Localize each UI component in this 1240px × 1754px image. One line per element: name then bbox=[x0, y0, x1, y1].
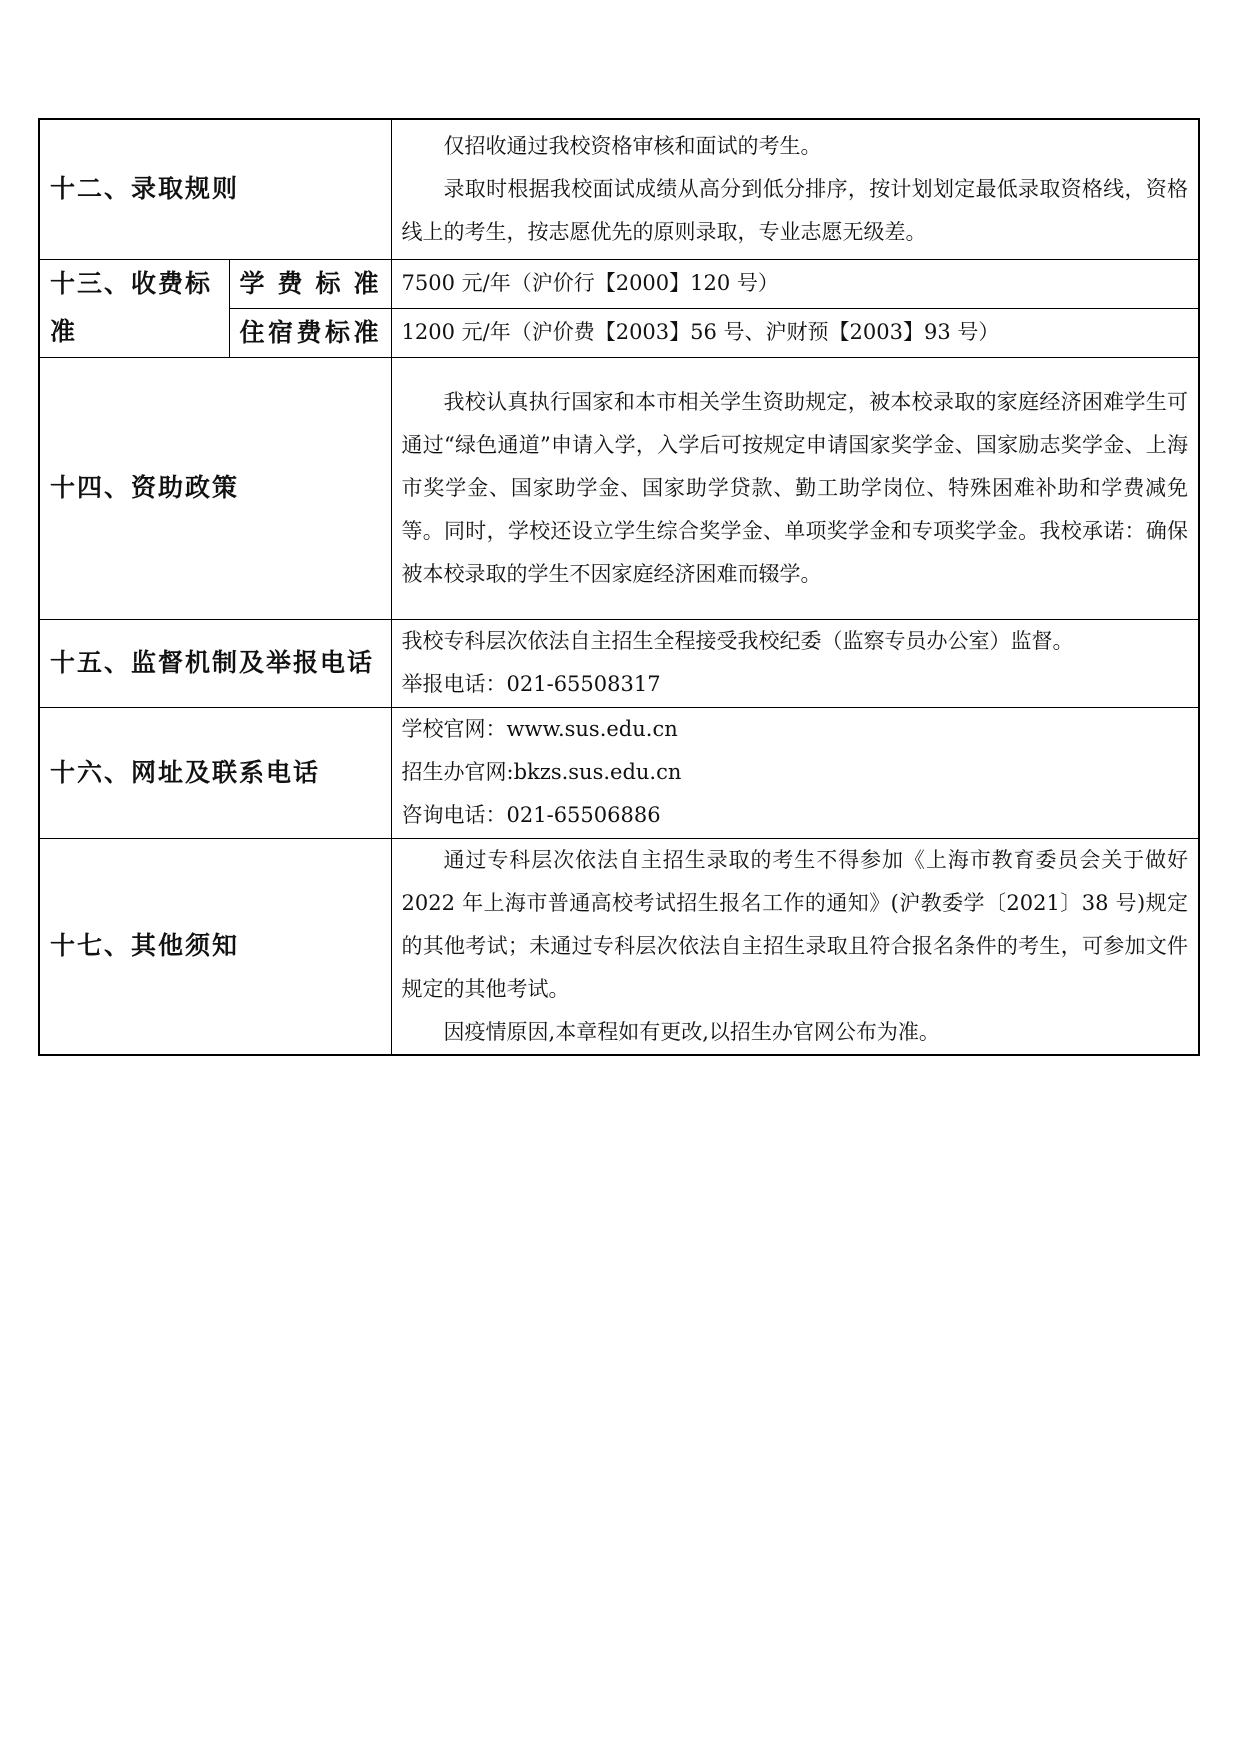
supervision-label: 十五、监督机制及举报电话 bbox=[39, 619, 391, 707]
admissions-charter-table bbox=[38, 118, 1200, 1056]
row-supervision bbox=[39, 619, 1199, 707]
tuition-value: 7500 元/年（沪价行【2000】120 号） bbox=[391, 259, 1199, 308]
report-phone: 举报电话：021-65508317 bbox=[401, 672, 661, 696]
other-notes-paragraph-1: 通过专科层次依法自主招生录取的考生不得参加《上海市教育委员会关于做好 2022 年上海市普通高校考试招生报名工作的通知》(沪教委学〔2021〕38 号)规定的其他考试；未通过专科层次依法自主招生录取且符合报名条件的考生，可参加文件规定的其他考试。 bbox=[401, 847, 1189, 1001]
lodging-label: 住宿费标准 bbox=[229, 308, 391, 357]
row-financial-aid bbox=[39, 357, 1199, 619]
fees-label: 十三、收费标准 bbox=[39, 259, 229, 357]
admission-rules-label: 十二、录取规则 bbox=[39, 119, 391, 259]
admission-rules-content bbox=[391, 119, 1199, 259]
financial-aid-label: 十四、资助政策 bbox=[39, 357, 391, 619]
supervision-content bbox=[391, 619, 1199, 707]
lodging-value: 1200 元/年（沪价费【2003】56 号、沪财预【2003】93 号） bbox=[391, 308, 1199, 357]
contact-content bbox=[391, 707, 1199, 838]
financial-aid-paragraph: 我校认真执行国家和本市相关学生资助规定，被本校录取的家庭经济困难学生可通过“绿色通道”申请入学，入学后可按规定申请国家奖学金、国家励志奖学金、上海市奖学金、国家助学金、国家助学贷款、勤工助学岗位、特殊困难补助和学费减免等。同时，学校还设立学生综合奖学金、单项奖学金和专项奖学金。我校承诺：确保被本校录取的学生不因家庭经济困难而辍学。 bbox=[401, 389, 1189, 586]
admission-rules-paragraph-2: 录取时根据我校面试成绩从高分到低分排序，按计划划定最低录取资格线，资格线上的考生，按志愿优先的原则录取，专业志愿无级差。 bbox=[401, 176, 1189, 244]
admissions-website: 招生办官网:bkzs.sus.edu.cn bbox=[401, 760, 682, 784]
row-contact bbox=[39, 707, 1199, 838]
financial-aid-content bbox=[391, 357, 1199, 619]
school-website: 学校官网：www.sus.edu.cn bbox=[401, 717, 678, 741]
other-notes-paragraph-2: 因疫情原因,本章程如有更改,以招生办官网公布为准。 bbox=[443, 1019, 940, 1044]
inquiry-phone: 咨询电话：021-65506886 bbox=[401, 803, 661, 827]
other-notes-label: 十七、其他须知 bbox=[39, 838, 391, 1055]
admission-rules-paragraph-1: 仅招收通过我校资格审核和面试的考生。 bbox=[443, 133, 822, 158]
contact-label: 十六、网址及联系电话 bbox=[39, 707, 391, 838]
row-tuition bbox=[39, 259, 1199, 308]
row-admission-rules bbox=[39, 119, 1199, 259]
supervision-line-1: 我校专科层次依法自主招生全程接受我校纪委（监察专员办公室）监督。 bbox=[401, 629, 1074, 653]
row-other-notes bbox=[39, 838, 1199, 1055]
tuition-label: 学费标准 bbox=[229, 259, 391, 308]
other-notes-content bbox=[391, 838, 1199, 1055]
